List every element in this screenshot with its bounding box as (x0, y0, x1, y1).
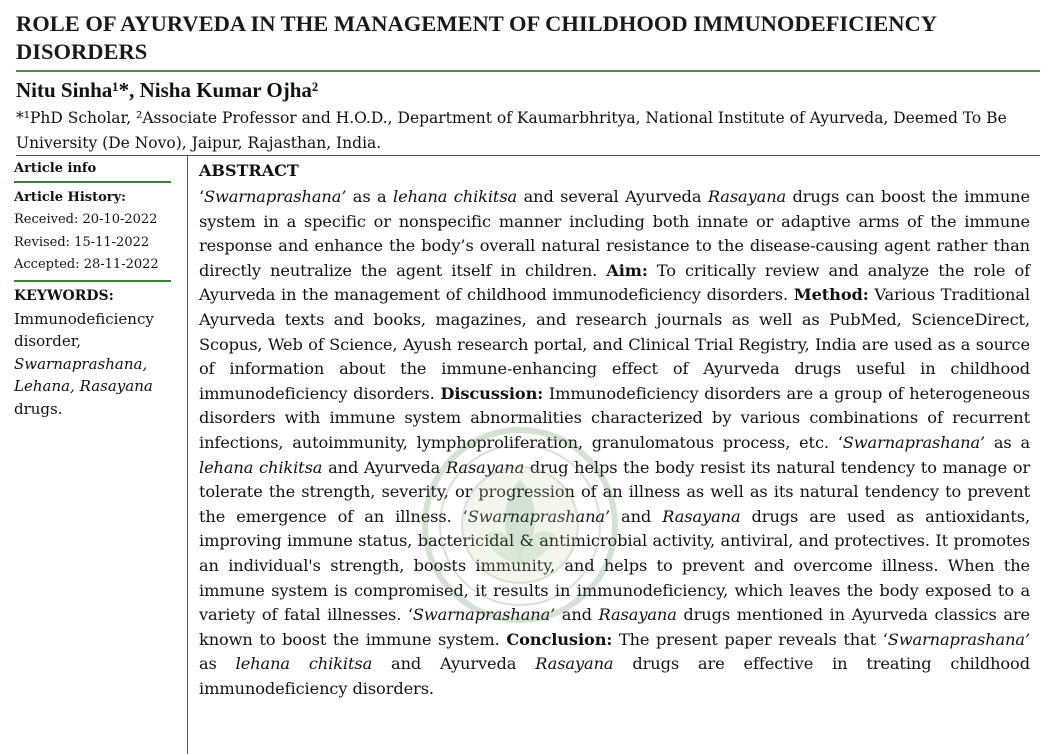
abstract-term: Swarnaprashana’ (204, 187, 347, 206)
keyword-text: drugs. (14, 399, 63, 418)
abstract-term: lehana chikitsa (235, 654, 373, 674)
abstract-text: drugs are used as antioxidants, improving immune status, bactericidal & antimicrobial activity, antiviral, and protectives. It promotes an individual's strength, boosts immunity, and helps to prevent and overcome illness. When the immune system is compromised, it results in immunodeficiency, which leaves the body exposed to a variety of fatal illnesses. ‘ (199, 506, 1031, 625)
received-date: Received: 20-10-2022 (14, 212, 158, 227)
abstract-text: and Ayurveda (372, 654, 536, 674)
accepted-date: Accepted: 28-11-2022 (14, 257, 159, 272)
abstract-text: as a (985, 432, 1030, 452)
abstract-text: ‘ (199, 187, 205, 206)
abstract-text: and (555, 605, 599, 625)
abstract-text: drugs mentioned in Ayurveda classics are known to boost the immune system. (199, 605, 1030, 649)
abstract-term: lehana chikitsa (199, 457, 323, 477)
abstract-term: Rasayana (535, 654, 614, 674)
article-title: ROLE OF AYURVEDA IN THE MANAGEMENT OF CHILDHOOD IMMUNODEFICIENCY DISORDERS (16, 11, 937, 64)
abstract-term: Rasayana (445, 457, 525, 477)
keywords-list (14, 308, 174, 421)
article-info-heading: Article info (14, 161, 97, 176)
abstract-text: and Ayurveda (322, 457, 446, 477)
abstract-term: Rasayana (707, 187, 787, 206)
sidebar-rule (14, 280, 171, 282)
abstract-text: as (199, 654, 236, 674)
article-info-sidebar (14, 160, 174, 420)
abstract-text: The present paper reveals that ‘ (612, 629, 888, 649)
abstract-section-label: Aim: (606, 260, 648, 280)
abstract-text: as a (346, 187, 394, 206)
abstract-term: Rasayana (598, 605, 677, 625)
abstract-term: Swarnaprashana’ (412, 605, 556, 625)
abstract-text: drug helps the body resist its natural tendency to manage or tolerate the strength, severity, or progression of an illness as well as its natural tendency to prevent the emergence of an illness. ‘ (199, 457, 1030, 526)
revised-date: Revised: 15-11-2022 (14, 234, 150, 250)
abstract-text: drugs are effective in treating childhood immunodeficiency disorders. (199, 654, 1030, 698)
sidebar-rule (14, 181, 171, 183)
abstract-heading: ABSTRACT (199, 161, 299, 180)
abstract-term: Swarnaprashana’ (467, 506, 611, 526)
keywords-heading: KEYWORDS: (14, 287, 114, 304)
abstract-section-label: Method: (793, 285, 869, 305)
article-history-label: Article History: (14, 190, 126, 205)
abstract-section-label: Conclusion: (506, 629, 613, 649)
title-divider (16, 70, 1040, 72)
keyword-italic: Swarnaprashana, Lehana, Rasayana (14, 354, 153, 395)
abstract-section-label: Discussion: (440, 383, 544, 403)
keyword-text: Immunodeficiency disorder, (14, 309, 154, 350)
column-divider (187, 156, 188, 754)
abstract-text: and several Ayurveda (517, 187, 708, 206)
abstract-text: and (610, 506, 663, 526)
abstract-term: Swarnaprashana’ (887, 629, 1030, 649)
author-list: Nitu Sinha¹*, Nisha Kumar Ojha² (16, 78, 319, 102)
abstract-text: Various Traditional Ayurveda texts and books, magazines, and research journals as well as PubMed, ScienceDirect, Scopus, Web of Science, Ayush research portal, and Clinical Trial Registry, India are used as a source of information about the immune-enhancing effect of Ayurveda drugs useful in childhood immunodeficiency disorders. (199, 285, 1030, 403)
abstract-term: Swarnaprashana’ (842, 432, 986, 452)
abstract-term: Rasayana (662, 506, 741, 526)
abstract-text: To critically review and analyze the role of Ayurveda in the management of childhood immunodeficiency disorders. (199, 260, 1030, 305)
abstract-text: drugs can boost the immune system in a specific or nonspecific manner including both innate or adaptive arms of the immune response and enhance the body’s overall natural resistance to the disease-causing agent rather than directly neutralize the agent itself in children. (199, 187, 1030, 280)
abstract-term: lehana chikitsa (393, 187, 518, 206)
abstract-text: Immunodeficiency disorders are a group of heterogeneous disorders with immune system abnormalities characterized by various combinations of recurrent infections, autoimmunity, lymphoproliferation, granulomatous process, etc. ‘ (199, 383, 1030, 452)
abstract-body (199, 185, 1030, 701)
author-affiliation: *¹PhD Scholar, ²Associate Professor and H.O.D., Department of Kaumarbhritya, National Institute of Ayurveda, Deemed To Be University (De Novo), Jaipur, Rajasthan, India. (16, 109, 1007, 152)
header-divider (16, 155, 1040, 156)
